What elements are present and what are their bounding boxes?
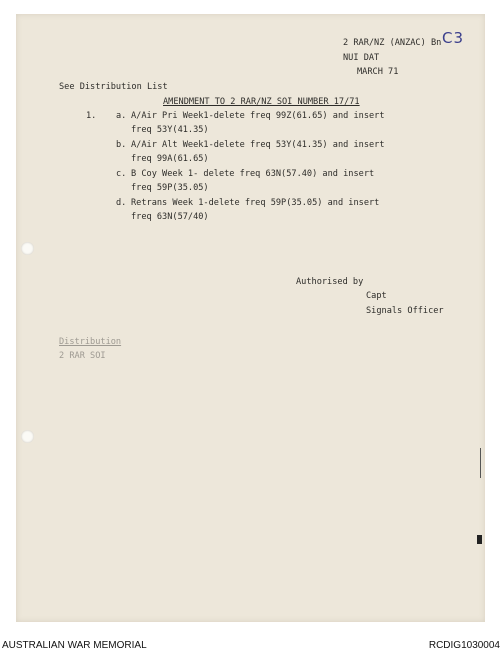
- item-a-letter: a.: [116, 111, 127, 121]
- scan-edge-mark: [477, 535, 482, 544]
- distribution-heading: Distribution: [59, 337, 122, 347]
- punch-hole-lower: [21, 430, 34, 443]
- item-a-line2: freq 53Y(41.35): [131, 125, 209, 135]
- signature-rank: Capt: [366, 291, 387, 301]
- footer-record-id: RCDIG1030004: [428, 640, 500, 651]
- distribution-intro: See Distribution List: [59, 82, 168, 92]
- item-b-line1: A/Air Alt Week1-delete freq 53Y(41.35) and insert: [131, 140, 385, 150]
- item-b-line2: freq 99A(61.65): [131, 154, 209, 164]
- item-c-letter: c.: [116, 169, 127, 179]
- header-date: MARCH 71: [357, 67, 399, 77]
- item-c-line1: B Coy Week 1- delete freq 63N(57.40) and insert: [131, 169, 375, 179]
- footer-institution: AUSTRALIAN WAR MEMORIAL: [2, 640, 147, 651]
- signature-authorised: Authorised by: [296, 277, 364, 287]
- punch-hole-upper: [21, 242, 34, 255]
- signature-appointment: Signals Officer: [366, 306, 444, 316]
- header-location: NUI DAT: [343, 53, 380, 63]
- scan-edge-line: [480, 448, 481, 478]
- handwritten-reference: C3: [442, 29, 465, 47]
- header-unit: 2 RAR/NZ (ANZAC) Bn: [343, 38, 442, 48]
- item-d-line2: freq 63N(57/40): [131, 212, 209, 222]
- paragraph-number: 1.: [86, 111, 97, 121]
- item-b-letter: b.: [116, 140, 127, 150]
- document-title: AMENDMENT TO 2 RAR/NZ SOI NUMBER 17/71: [163, 97, 360, 107]
- item-c-line2: freq 59P(35.05): [131, 183, 209, 193]
- distribution-entry: 2 RAR SOI: [59, 351, 106, 361]
- item-d-letter: d.: [116, 198, 127, 208]
- item-d-line1: Retrans Week 1-delete freq 59P(35.05) and insert: [131, 198, 380, 208]
- item-a-line1: A/Air Pri Week1-delete freq 99Z(61.65) and insert: [131, 111, 385, 121]
